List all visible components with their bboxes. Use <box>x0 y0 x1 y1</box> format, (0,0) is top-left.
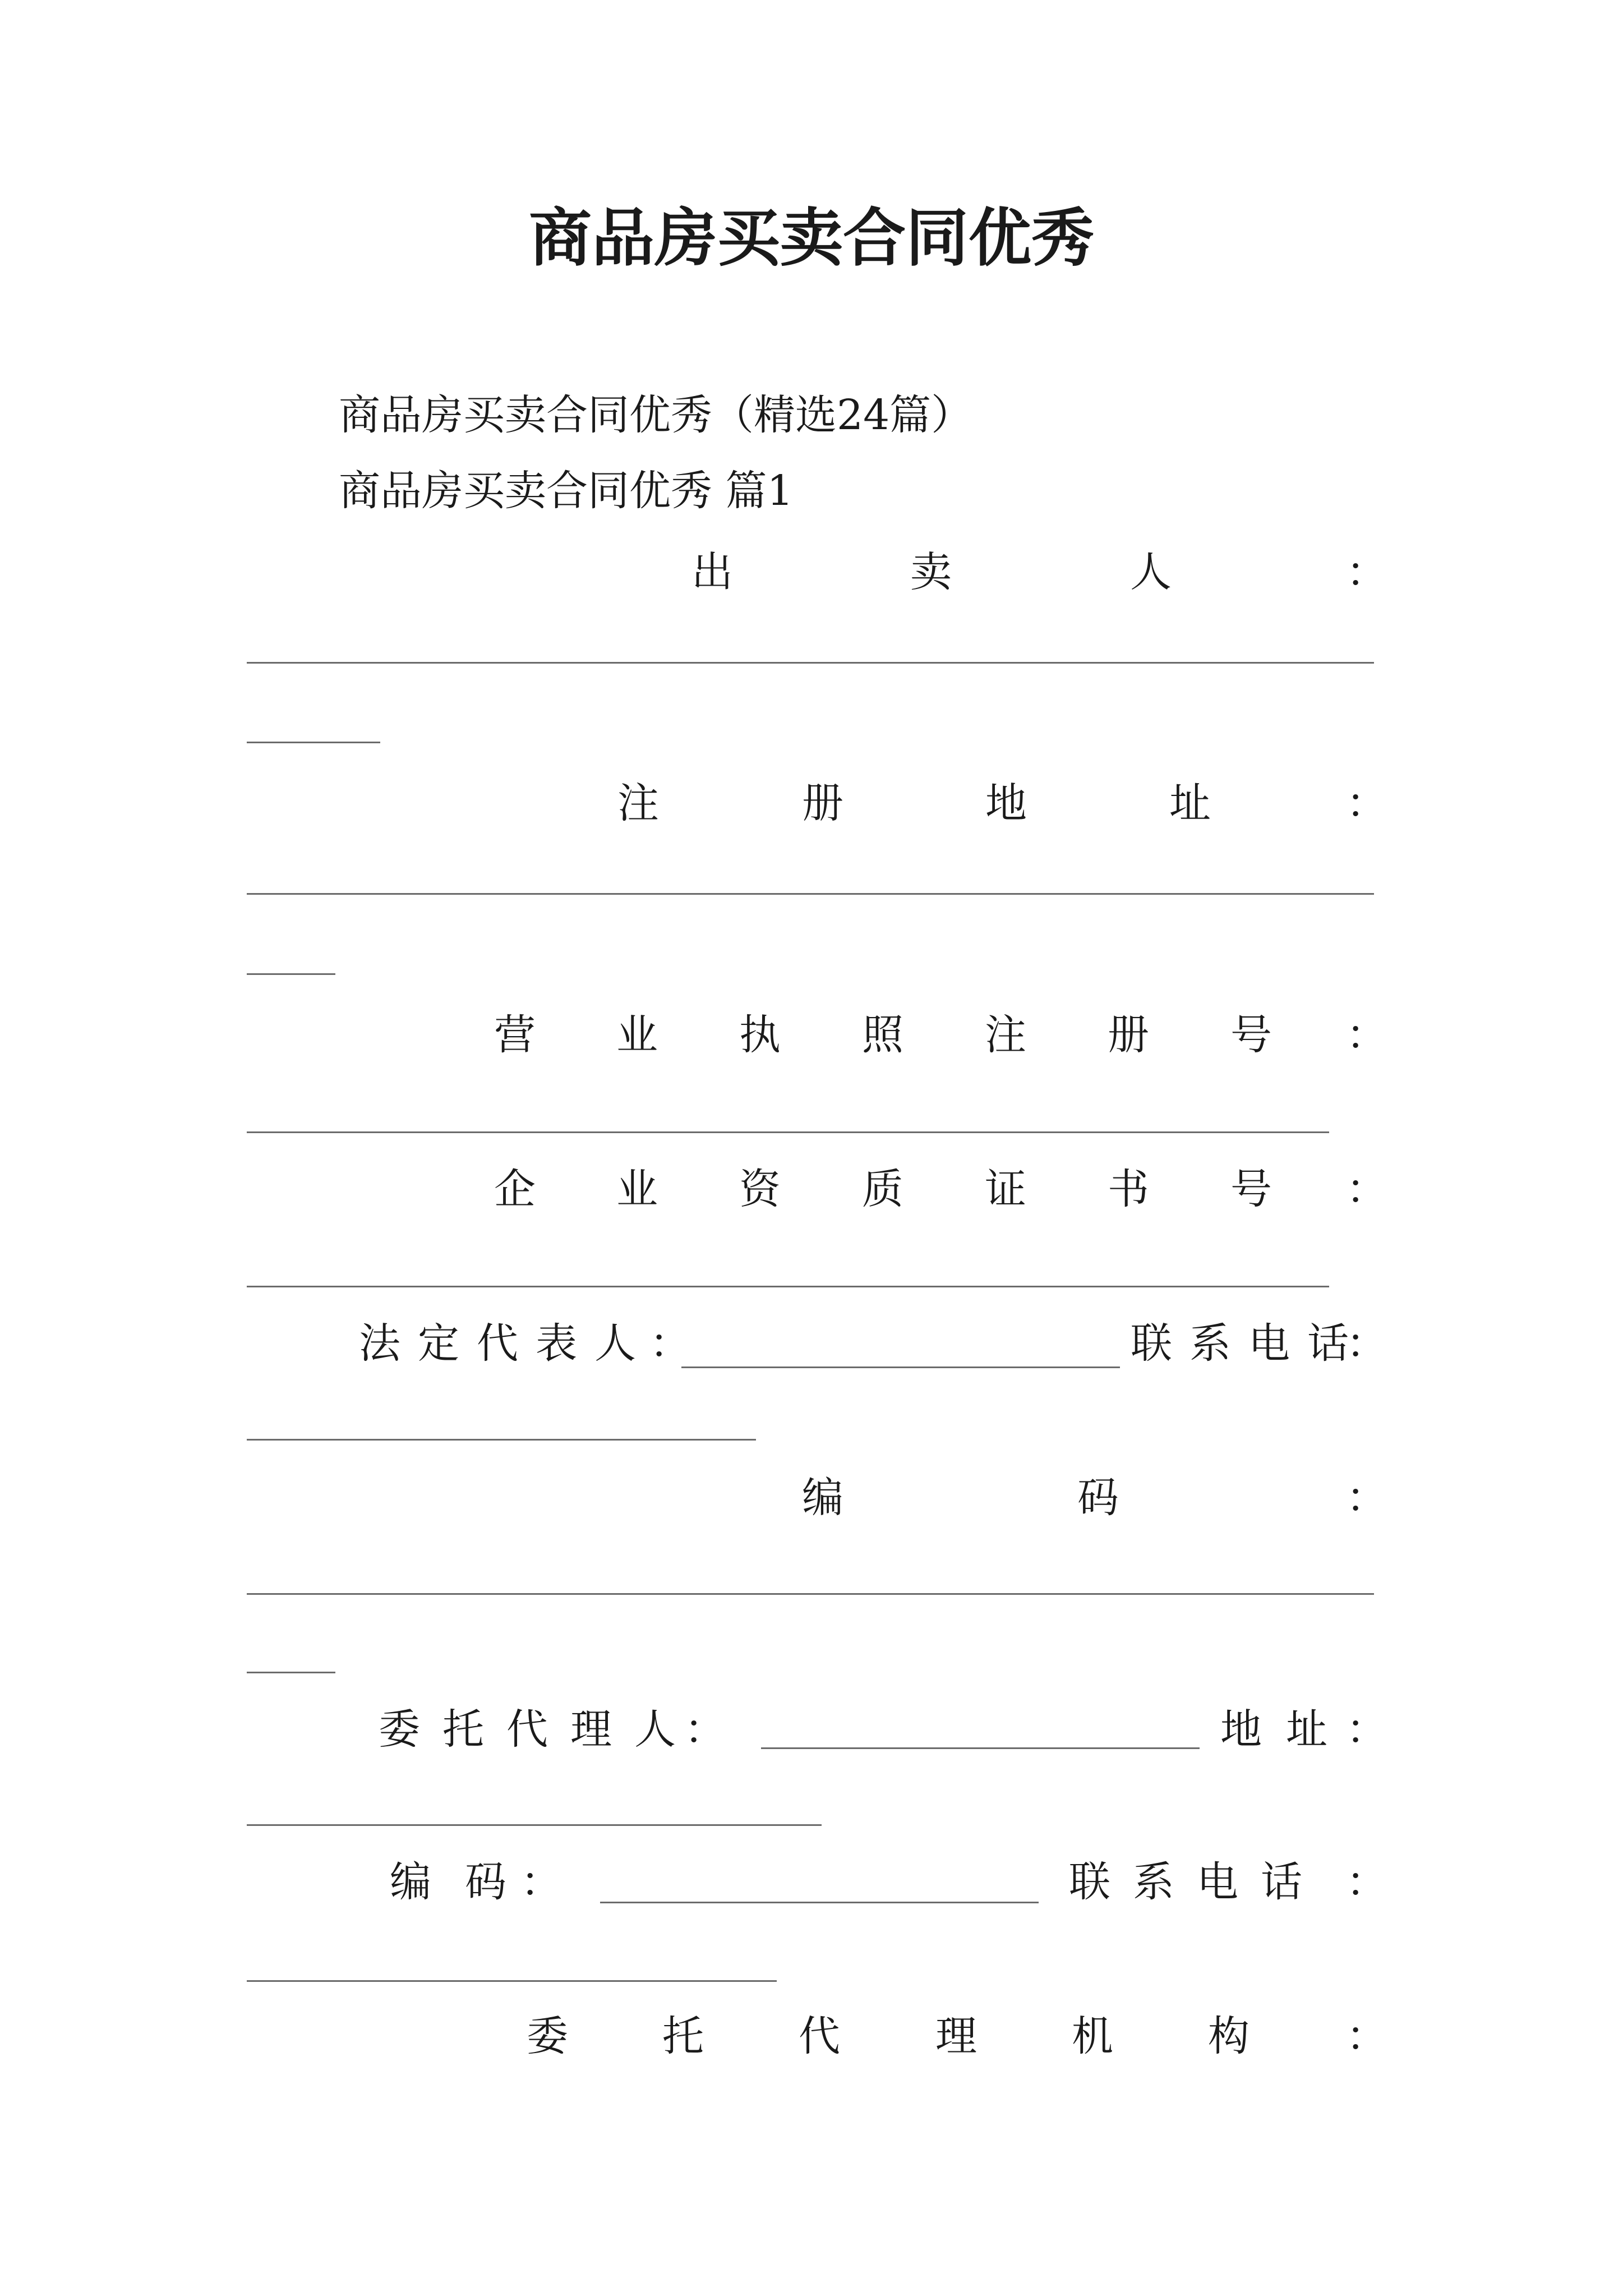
postcode-phone-row <box>247 1851 1387 1913</box>
label-char: 册 <box>1108 1011 1149 1059</box>
label-char: 话 <box>1261 1858 1302 1906</box>
label-char: 册 <box>802 779 843 827</box>
label-char: 理 <box>570 1705 612 1754</box>
label-char: 照 <box>862 1011 903 1059</box>
label-colon: ： <box>684 1705 726 1754</box>
label-char: 执 <box>739 1011 781 1059</box>
document-subtitle: 商品房买卖合同优秀（精选24篇） <box>339 391 973 439</box>
postcode-2-blank[interactable] <box>600 1902 1039 1903</box>
label-char: 编 <box>390 1858 431 1906</box>
label-colon: ： <box>520 1858 562 1906</box>
label-char: 编 <box>802 1474 843 1522</box>
label-char: 机 <box>1072 2012 1113 2060</box>
label-char: 话 <box>1307 1319 1349 1368</box>
label-char: 系 <box>1133 1858 1174 1906</box>
label-char: 委 <box>379 1705 420 1754</box>
postcode-label <box>247 1467 1387 1529</box>
label-char: 表 <box>536 1319 577 1368</box>
label-colon: ： <box>1346 2012 1387 2060</box>
label-colon: ： <box>1346 1705 1387 1754</box>
postcode-blank-line[interactable] <box>247 1593 1374 1595</box>
document-title: 商品房买卖合同优秀 <box>529 201 1094 275</box>
label-colon: ： <box>649 1319 691 1368</box>
registered-address-blank-line[interactable] <box>247 893 1374 895</box>
business-license-label <box>247 1004 1387 1066</box>
label-char: 注 <box>617 779 659 827</box>
label-char: 址 <box>1286 1705 1327 1754</box>
label-colon: ： <box>1346 1474 1387 1522</box>
label-char: 系 <box>1189 1319 1231 1368</box>
label-char: 构 <box>1208 2012 1249 2060</box>
label-char: 人 <box>594 1319 636 1368</box>
phone-1-blank-line[interactable] <box>247 1439 756 1441</box>
label-char: 电 <box>1248 1319 1290 1368</box>
label-colon: ： <box>1346 779 1387 827</box>
label-char: 委 <box>527 2012 568 2060</box>
label-char: 出 <box>691 548 733 596</box>
label-char: 证 <box>985 1165 1026 1213</box>
qualification-cert-blank-line[interactable] <box>247 1286 1329 1287</box>
legal-rep-phone-row <box>247 1313 1387 1374</box>
registered-address-blank-line-cont[interactable] <box>247 973 335 975</box>
label-char: 卖 <box>910 548 952 596</box>
legal-rep-blank[interactable] <box>681 1366 1120 1368</box>
label-char: 地 <box>1220 1705 1262 1754</box>
label-char: 联 <box>1131 1319 1172 1368</box>
phone-2-blank-line[interactable] <box>247 1980 777 1982</box>
agent-blank[interactable] <box>761 1747 1200 1749</box>
label-char: 码 <box>465 1858 506 1906</box>
label-colon: ： <box>1346 1165 1387 1213</box>
label-char: 代 <box>799 2012 840 2060</box>
label-colon: ： <box>1346 548 1387 596</box>
label-char: 企 <box>494 1165 536 1213</box>
agency-label <box>247 2005 1387 2067</box>
label-char: 业 <box>616 1011 658 1059</box>
business-license-blank-line[interactable] <box>247 1131 1329 1133</box>
label-char: 电 <box>1197 1858 1238 1906</box>
label-char: 人 <box>634 1705 676 1754</box>
seller-label <box>247 541 1387 603</box>
label-colon: ： <box>1346 1011 1387 1059</box>
label-char: 法 <box>359 1319 400 1368</box>
label-char: 人 <box>1130 548 1172 596</box>
label-char: 注 <box>985 1011 1026 1059</box>
label-char: 地 <box>985 779 1027 827</box>
label-char: 营 <box>494 1011 536 1059</box>
seller-blank-line-cont[interactable] <box>247 742 380 743</box>
seller-blank-line[interactable] <box>247 662 1374 664</box>
label-char: 址 <box>1169 779 1211 827</box>
label-char: 联 <box>1069 1858 1110 1906</box>
label-char: 业 <box>616 1165 658 1213</box>
registered-address-label <box>247 772 1387 834</box>
label-char: 代 <box>477 1319 518 1368</box>
section-heading: 商品房买卖合同优秀 篇1 <box>339 467 794 515</box>
label-char: 号 <box>1230 1011 1272 1059</box>
address-blank-line[interactable] <box>247 1824 822 1826</box>
label-char: 定 <box>418 1319 459 1368</box>
label-char: 资 <box>739 1165 781 1213</box>
label-char: 书 <box>1108 1165 1149 1213</box>
agent-address-row <box>247 1699 1387 1760</box>
label-char: 号 <box>1230 1165 1272 1213</box>
label-colon: ： <box>1346 1858 1387 1906</box>
postcode-blank-line-cont[interactable] <box>247 1672 335 1673</box>
label-colon: ： <box>1346 1319 1387 1368</box>
label-char: 托 <box>442 1705 484 1754</box>
label-char: 质 <box>862 1165 903 1213</box>
qualification-cert-label <box>247 1158 1387 1220</box>
label-char: 代 <box>506 1705 548 1754</box>
label-char: 托 <box>662 2012 704 2060</box>
label-char: 码 <box>1077 1474 1119 1522</box>
label-char: 理 <box>935 2012 977 2060</box>
